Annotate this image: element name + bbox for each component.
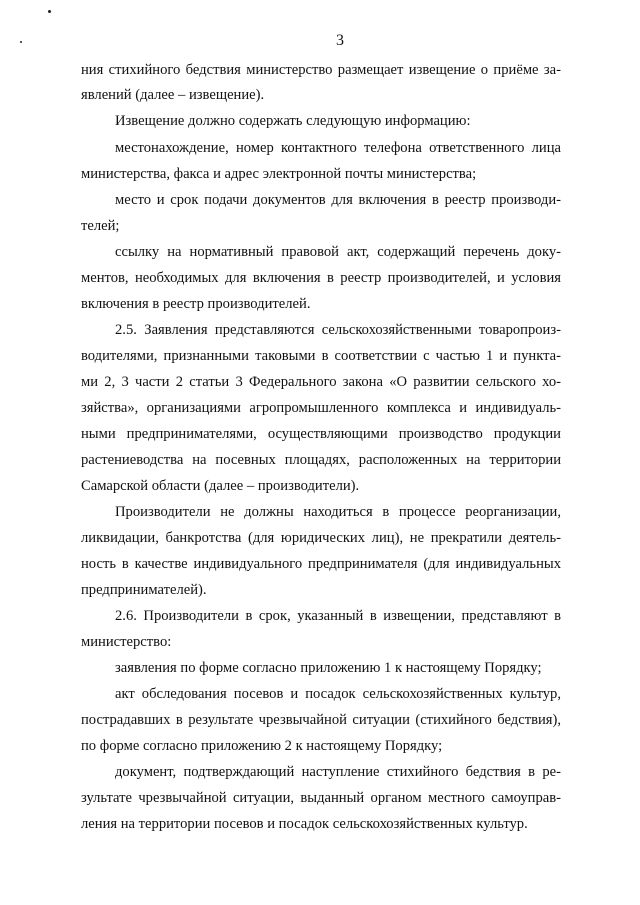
text-line: ликвидации, банкротства (для юридических лиц), не прекратили деятель-	[81, 530, 561, 546]
text-line: 2.6. Производители в срок, указанный в извещении, представляют в	[115, 608, 561, 624]
text-line: ными предпринимателями, осуществляющими производство продукции	[81, 426, 561, 442]
text-line: зяйства», организациями агропромышленного комплекса и индивидуаль-	[81, 400, 561, 416]
text-line: Самарской области (далее – производители).	[81, 478, 360, 494]
text-line: растениеводства на посевных площадях, расположенных на территории	[81, 452, 561, 468]
text-line: место и срок подачи документов для включения в реестр производи-	[115, 192, 561, 208]
text-line: пострадавших в результате чрезвычайной ситуации (стихийного бедствия),	[81, 712, 561, 728]
text-line: ментов, необходимых для включения в реестр производителей, и условия	[81, 270, 561, 286]
text-line: Производители не должны находиться в процессе реорганизации,	[115, 504, 561, 520]
text-line: явлений (далее – извещение).	[81, 87, 265, 103]
text-line: местонахождение, номер контактного телефона ответственного лица	[115, 140, 561, 156]
text-line: министерство:	[81, 634, 172, 650]
text-line: ления на территории посевов и посадок сельскохозяйственных культур.	[81, 816, 528, 832]
text-line: заявления по форме согласно приложению 1 к настоящему Порядку;	[115, 660, 542, 676]
text-line: водителями, признанными таковыми в соответствии с частью 1 и пункта-	[81, 348, 561, 364]
text-line: 2.5. Заявления представляются сельскохозяйственными товаропроиз-	[115, 322, 561, 338]
text-line: акт обследования посевов и посадок сельскохозяйственных культур,	[115, 686, 561, 702]
scan-speck	[48, 10, 51, 13]
text-line: документ, подтверждающий наступление стихийного бедствия в ре-	[115, 764, 561, 780]
text-line: ния стихийного бедствия министерство размещает извещение о приёме за-	[81, 62, 561, 78]
text-line: ссылку на нормативный правовой акт, содержащий перечень доку-	[115, 244, 561, 260]
text-line: предпринимателей).	[81, 582, 207, 598]
text-line: ми 2, 3 части 2 статьи 3 Федерального закона «О развитии сельского хо-	[81, 374, 561, 390]
text-line: министерства, факса и адрес электронной почты министерства;	[81, 166, 477, 182]
text-line: телей;	[81, 218, 120, 234]
page-number: 3	[336, 32, 344, 49]
text-line: по форме согласно приложению 2 к настоящему Порядку;	[81, 738, 443, 754]
text-line: зультате чрезвычайной ситуации, выданный органом местного самоуправ-	[81, 790, 561, 806]
text-line: включения в реестр производителей.	[81, 296, 311, 312]
text-line: Извещение должно содержать следующую информацию:	[115, 113, 471, 129]
text-line: ность в качестве индивидуального предпринимателя (для индивидуальных	[81, 556, 561, 572]
